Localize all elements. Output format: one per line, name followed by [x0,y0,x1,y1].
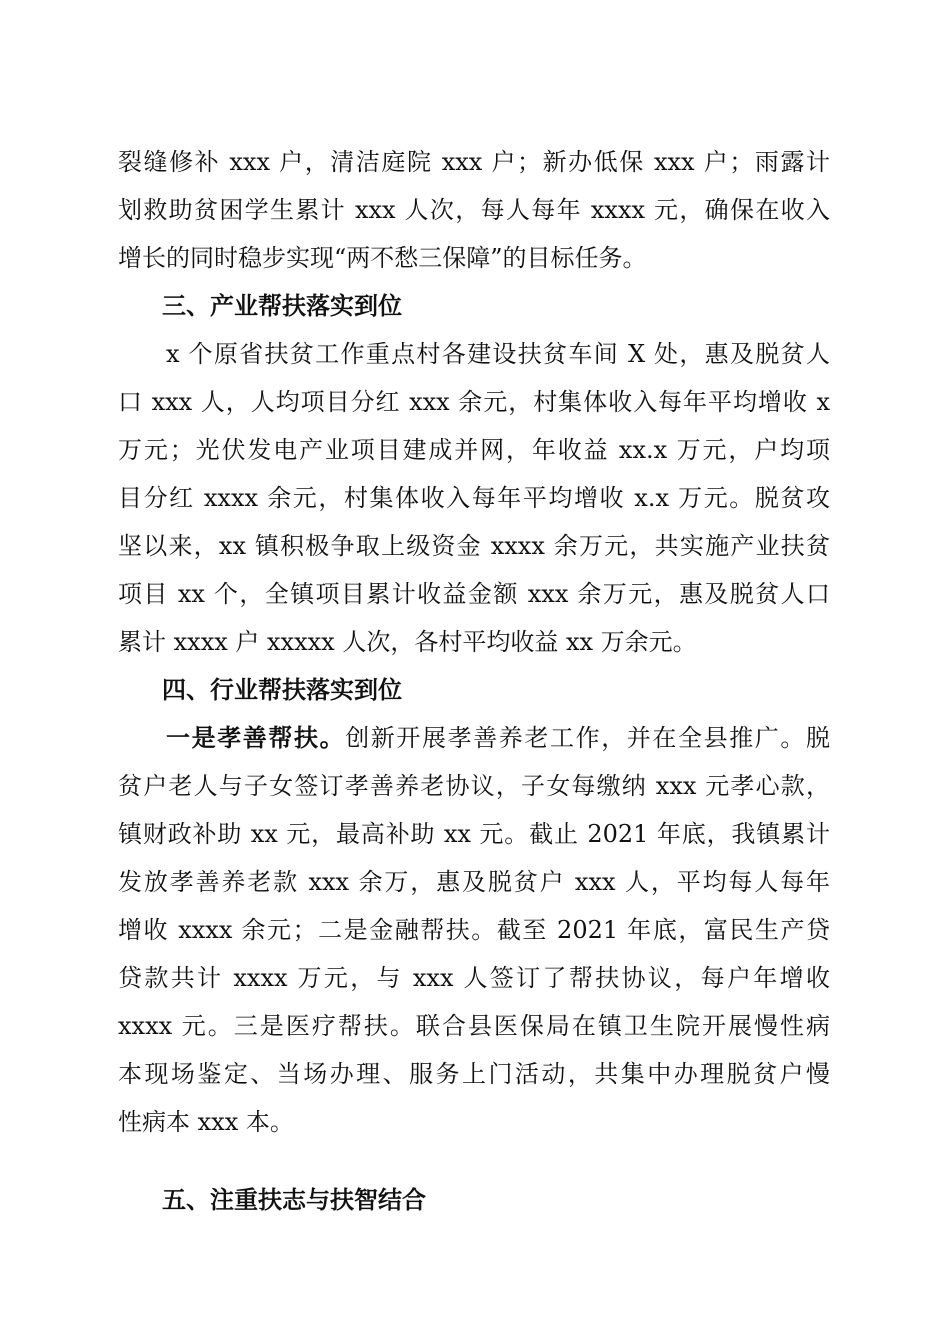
text-segment: 创新开展孝善养老工作，并在全县推广。脱 [345,724,831,752]
text-line: 目分红 xxxx 余元，村集体收入每年平均增收 x.x 万元。脱贫攻 [118,484,830,512]
section-heading-3: 三、产业帮扶落实到位 [162,292,402,320]
text-line: 项目 xx 个，全镇项目累计收益金额 xxx 余万元，惠及脱贫人口 [118,580,830,608]
text-line: x 个原省扶贫工作重点村各建设扶贫车间 X 处，惠及脱贫人 [166,340,830,368]
text-line: 裂缝修补 xxx 户，清洁庭院 xxx 户；新办低保 xxx 户；雨露计 [118,148,830,176]
section-heading-5: 五、注重扶志与扶智结合 [162,1186,426,1214]
document-page [118,138,830,1224]
subsection-lead: 一是孝善帮扶。 [166,723,346,752]
text-line: xxxx 元。三是医疗帮扶。联合县医保局在镇卫生院开展慢性病 [118,1012,830,1040]
text-line: 划救助贫困学生累计 xxx 人次，每人每年 xxxx 元，确保在收入 [118,196,830,224]
text-line: 增长的同时稳步实现“两不愁三保障”的目标任务。 [118,244,647,272]
text-line: 增收 xxxx 余元；二是金融帮扶。截至 2021 年底，富民生产贷 [118,916,830,944]
text-line: 本现场鉴定、当场办理、服务上门活动，共集中办理脱贫户慢 [118,1060,830,1088]
text-line: 贫户老人与子女签订孝善养老协议，子女每缴纳 xxx 元孝心款， [118,772,830,800]
text-line: 镇财政补助 xx 元，最高补助 xx 元。截止 2021 年底，我镇累计 [118,820,830,848]
text-line: 贷款共计 xxxx 万元，与 xxx 人签订了帮扶协议，每户年增收 [118,964,830,992]
text-line: 累计 xxxx 户 xxxxx 人次，各村平均收益 xx 万余元。 [118,628,697,656]
section-heading-4: 四、行业帮扶落实到位 [162,676,402,704]
text-line: 发放孝善养老款 xxx 余万，惠及脱贫户 xxx 人，平均每人每年 [118,868,830,896]
text-line: 坚以来，xx 镇积极争取上级资金 xxxx 余万元，共实施产业扶贫 [118,532,830,560]
text-line: 性病本 xxx 本。 [118,1108,294,1136]
text-line: 万元；光伏发电产业项目建成并网，年收益 xx.x 万元，户均项 [118,436,830,464]
text-line-with-lead [118,714,830,762]
text-line: 口 xxx 人，人均项目分红 xxx 余元，村集体收入每年平均增收 x [118,388,830,416]
